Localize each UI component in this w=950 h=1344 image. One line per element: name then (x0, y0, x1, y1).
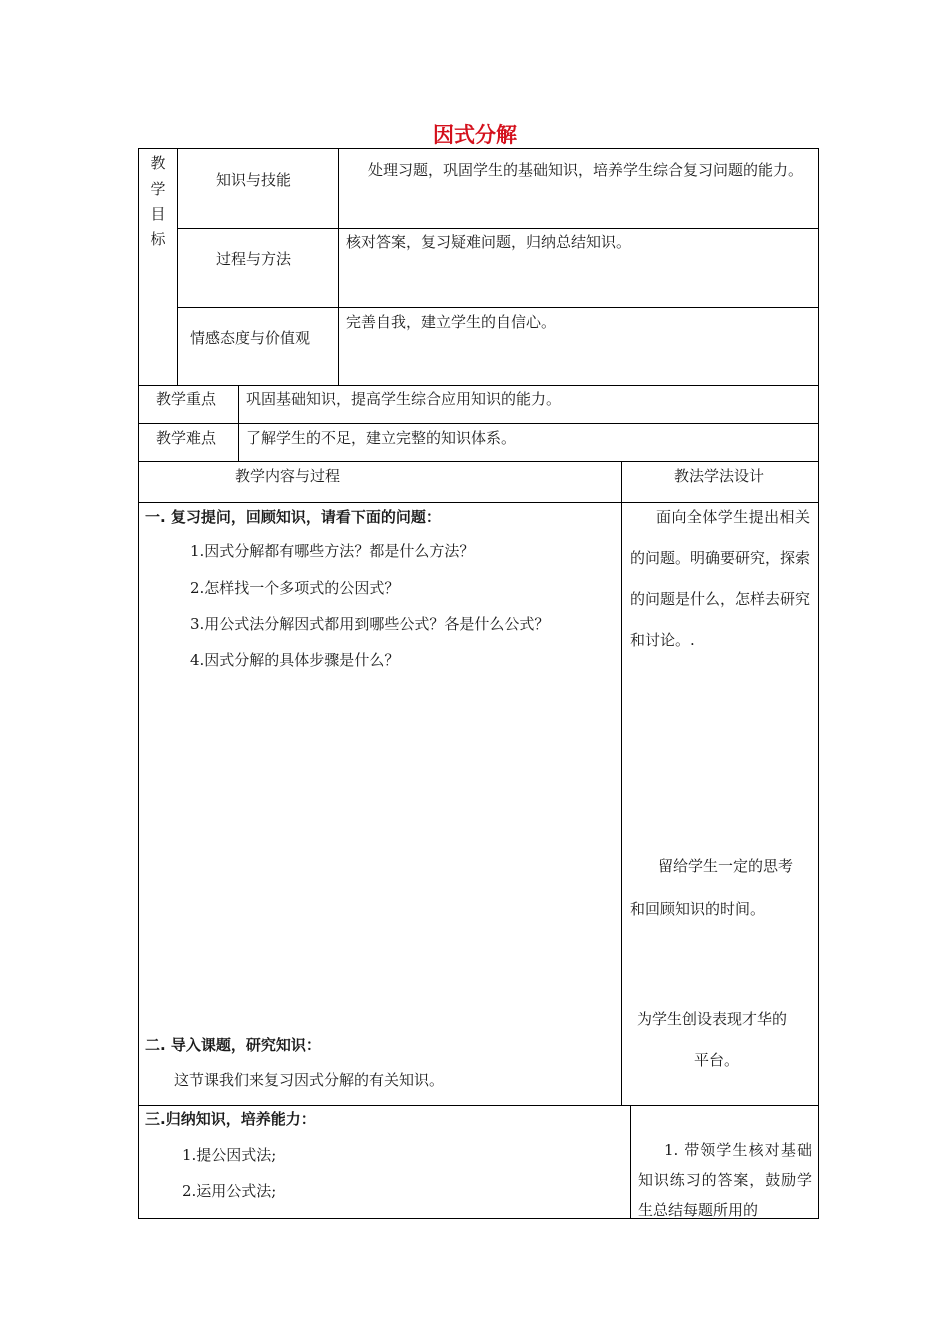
objectives-label-char: 教 (150, 154, 166, 172)
objective-label-knowledge: 知识与技能 (216, 171, 292, 189)
method-note-3-line2: 平台。 (694, 1051, 740, 1069)
objectives-label-char: 目 (150, 205, 166, 223)
list-item: 4.因式分解的具体步骤是什么？ (190, 651, 400, 669)
objective-label-process: 过程与方法 (216, 250, 292, 268)
objectives-label-char: 学 (150, 180, 166, 198)
list-item: 3.用公式法分解因式都用到哪些公式？各是什么公式？ (190, 615, 550, 633)
method-note-1: 面向全体学生提出相关的问题。明确要研究，探索的问题是什么，怎样去研究和讨论。. (630, 508, 811, 649)
section2-heading: 二. 导入课题，研究知识： (145, 1036, 321, 1054)
objective-label-attitude: 情感态度与价值观 (190, 329, 311, 347)
section3-heading: 三.归纳知识，培养能力： (145, 1110, 316, 1128)
list-item: 1.因式分解都有哪些方法？都是什么方法？ (190, 542, 475, 560)
method-note-3-line1: 为学生创设表现才华的 (637, 1010, 788, 1028)
page-title: 因式分解 (433, 123, 517, 147)
difficulty-label: 教学难点 (156, 429, 217, 447)
list-item: 2.怎样找一个多项式的公因式？ (190, 579, 400, 597)
objective-content-knowledge: 处理习题，巩固学生的基础知识，培养学生综合复习问题的能力。 (368, 161, 804, 179)
method-note-4: 1. 带领学生核对基础知识练习的答案，鼓励学生总结每题所用的 (638, 1141, 812, 1219)
section2-text: 这节课我们来复习因式分解的有关知识。 (174, 1071, 445, 1089)
key-point-label: 教学重点 (156, 390, 217, 408)
difficulty-content: 了解学生的不足，建立完整的知识体系。 (246, 429, 517, 447)
objectives-label-char: 标 (150, 230, 166, 248)
method-note-2-line1: 留给学生一定的思考 (658, 857, 794, 875)
key-point-content: 巩固基础知识，提高学生综合应用知识的能力。 (246, 390, 562, 408)
section1-heading: 一. 复习提问，回顾知识，请看下面的问题： (145, 508, 441, 526)
method-header: 教法学法设计 (674, 467, 765, 485)
list-item: 1.提公因式法; (182, 1146, 277, 1164)
list-item: 2.运用公式法; (182, 1182, 277, 1200)
method-note-2-line2: 和回顾知识的时间。 (630, 900, 766, 918)
content-header: 教学内容与过程 (235, 467, 341, 485)
objective-content-process: 核对答案，复习疑难问题，归纳总结知识。 (346, 233, 632, 251)
objective-content-attitude: 完善自我，建立学生的自信心。 (346, 313, 557, 331)
